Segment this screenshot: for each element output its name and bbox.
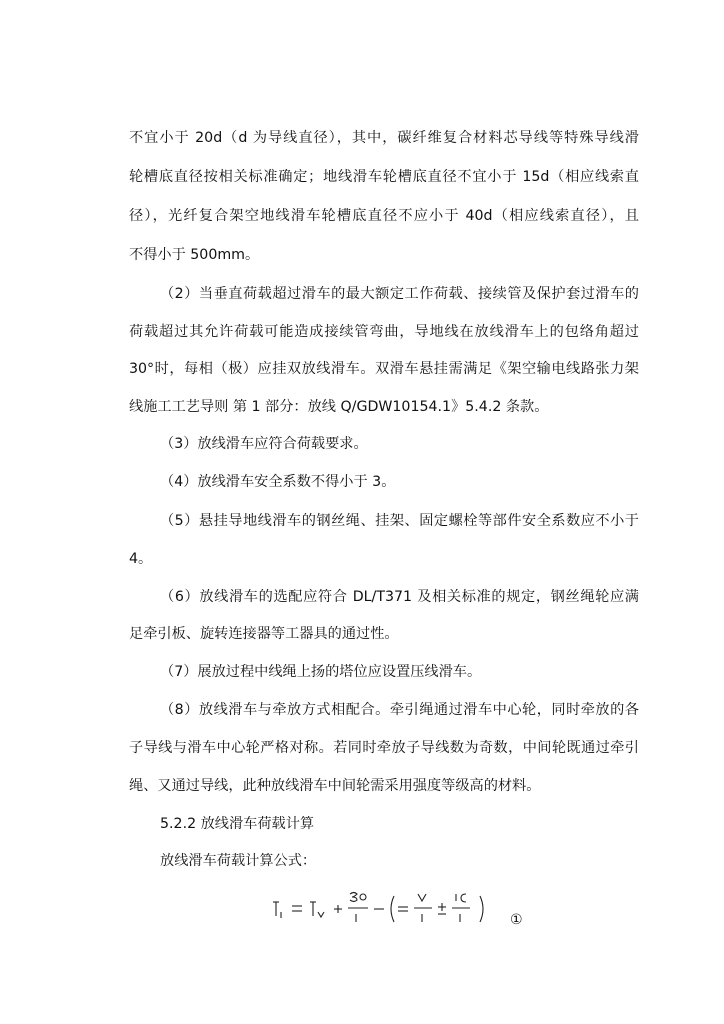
text-line-16: （8）放线滑车与牵放方式相配合。牵引绳通过滑车中心轮，同时牵放的各 (160, 702, 639, 718)
text-line-15: （7）展放过程中线绳上扬的塔位应设置压线滑车。 (160, 664, 482, 680)
text-line-12: 4。 (129, 551, 153, 567)
formula-image (268, 888, 498, 932)
text-line-7: 30°时，每相（极）应挂双放线滑车。双滑车悬挂需满足《架空输电线路张力架 (129, 361, 639, 377)
text-line-4: 不得小于 500mm。 (129, 247, 260, 263)
text-line-17: 子导线与滑车中心轮严格对称。若同时牵放子导线数为奇数，中间轮既通过牵引 (129, 740, 639, 756)
text-line-3: 径），光纤复合架空地线滑车轮槽底直径不应小于 40d（相应线索直径），且 (129, 208, 639, 224)
text-line-10: （4）放线滑车安全系数不得小于 3。 (160, 474, 396, 490)
formula-number: ① (510, 912, 523, 928)
text-line-2: 轮槽底直径按相关标准确定；地线滑车轮槽底直径不宜小于 15d（相应线索直 (129, 169, 639, 185)
text-line-20: 放线滑车荷载计算公式： (160, 853, 317, 869)
text-line-18: 绳、又通过导线，此种放线滑车中间轮需采用强度等级高的材料。 (129, 778, 541, 794)
section-heading: 5.2.2 放线滑车荷载计算 (160, 816, 315, 832)
text-line-1: 不宜小于 20d（d 为导线直径），其中，碳纤维复合材料芯导线等特殊导线滑 (129, 130, 639, 146)
text-line-14: 足牵引板、旋转连接器等工器具的通过性。 (129, 626, 399, 642)
text-line-13: （6）放线滑车的选配应符合 DL/T371 及相关标准的规定，钢丝绳轮应满 (160, 589, 639, 605)
text-line-8: 线施工工艺导则 第 1 部分：放线 Q/GDW10154.1》5.4.2 条款。 (129, 399, 549, 415)
text-line-5: （2）当垂直荷载超过滑车的最大额定工作荷载、接续管及保护套过滑车的 (160, 286, 639, 302)
text-line-6: 荷载超过其允许荷载可能造成接续管弯曲，导地线在放线滑车上的包络角超过 (129, 324, 639, 340)
text-line-11: （5）悬挂导地线滑车的钢丝绳、挂架、固定螺栓等部件安全系数应不小于 (160, 513, 639, 529)
text-line-9: （3）放线滑车应符合荷载要求。 (160, 436, 368, 452)
